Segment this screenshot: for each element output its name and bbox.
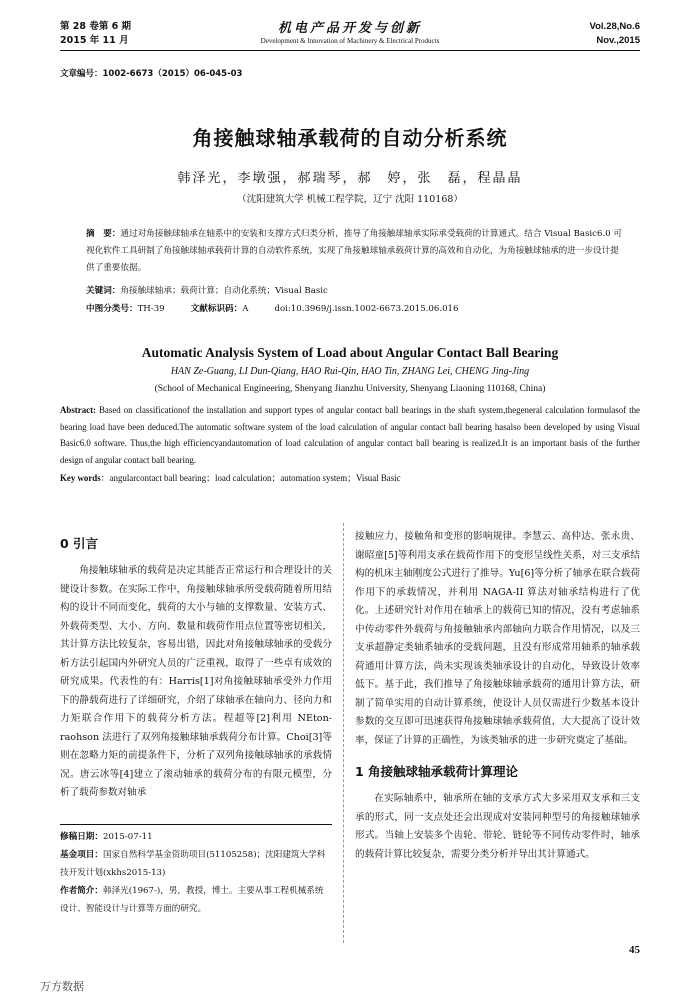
header-date-en: Nov.,2015 — [596, 35, 640, 46]
authors-zh: 韩泽光，李墩强，郝瑞琴，郝 婷，张 磊，程晶晶 — [177, 171, 523, 186]
fund-label: 基金项目： — [60, 850, 103, 860]
article-id: 文章编号：1002-6673（2015）06-045-03 — [60, 69, 243, 79]
footnote-received — [60, 828, 332, 846]
received-label: 修稿日期： — [60, 832, 103, 842]
abstract-zh — [86, 226, 626, 277]
header-volume-en: Vol.28,No.6 — [589, 21, 640, 32]
header-volume-zh: 第 28 卷第 6 期 — [60, 21, 132, 32]
author-bio-value: 韩泽光(1967-)，男，教授，博士。主要从事工程机械系统设计、智能设计与计算等方面的研究。 — [60, 886, 324, 914]
title-en: Automatic Analysis System of Load about Angular Contact Ball Bearing — [141, 345, 559, 360]
keywords-en — [60, 470, 640, 486]
title-zh: 角接触球轴承载荷的自动分析系统 — [192, 126, 508, 150]
section-1-heading: 1 角接触球轴承载荷计算理论 — [355, 764, 519, 779]
abstract-zh-label: 摘 要： — [86, 229, 121, 239]
keywords-zh-text: 角接触球轴承；载荷计算；自动化系统；Visual Basic — [120, 286, 328, 296]
authors-en: HAN Ze-Guang, LI Dun-Qiang, HAO Rui-Qin, HAO Tin, ZHANG Lei, CHENG Jing-Jing — [170, 366, 530, 377]
doi: doi:10.3969/j.issn.1002-6673.2015.06.016 — [274, 304, 459, 314]
footnote-author — [60, 882, 332, 918]
keywords-en-text: ：angularcontact ball bearing；load calculation；automation system；Visual Basic — [100, 473, 401, 483]
footnotes — [60, 828, 332, 918]
classification-line — [86, 301, 626, 318]
affiliation-zh: （沈阳建筑大学 机械工程学院，辽宁 沈阳 110168） — [237, 194, 463, 205]
footnote-fund — [60, 846, 332, 882]
right-column — [355, 528, 640, 864]
fund-value: 国家自然科学基金资助项目(51105258)；沈阳建筑大学科技开发计划(xkhs2015-13) — [60, 850, 326, 878]
header-date-zh: 2015 年 11 月 — [60, 35, 129, 46]
keywords-zh — [86, 283, 626, 300]
doc-code-value: A — [242, 304, 249, 314]
affiliation-en: (School of Mechanical Engineering, Shenyang Jianzhu University, Shenyang Liaoning 110168, China) — [154, 384, 546, 394]
page-number: 45 — [629, 944, 640, 956]
section-0 — [60, 534, 332, 803]
right-paragraph-continued: 接触应力、接触角和变形的影响规律。李慧云、高仲达、张永贵、谢昭童[5]等利用支承在载荷作用下的变形呈线性关系，对三支承结构的机床主轴刚度公式进行了推导。Yu[6]等分析了轴承在联合载荷作用下的承载情况，并利用 NAGA-II 算法对轴承结构进行了优化。上述研究针对作用在轴承上的载荷已知的情况，没有考虑轴系中传动零件外载荷与角接触轴承内部轴向力联合作用情况，以及三支承超静定类轴系轴承的受载问题，且没有形成常用轴系的轴承载荷通用计算方法，尚未实现该类轴承设计的自动化，导致设计效率低下。基于此，我们推导了角接触球轴承载荷的通用计算方法，研制了简单实用的自动计算系统，使设计人员仅需进行少数基本设计参数的交互即可迅速获得角接触球轴承载荷值，大大提高了设计效率，保证了计算的正确性，为该类轴承的进一步研究奠定了基础。 — [355, 531, 640, 746]
footnote-rule — [60, 824, 332, 825]
abstract-zh-text: 通过对角接触球轴承在轴系中的安装和支撑方式归类分析，推导了角接触球轴承实际承受载荷的计算通式。结合 Visual Basic6.0 可视化软件工具研制了角接触球轴承载荷计算的自动软件系统，实现了角接触球轴承载荷计算的高效和自动化，为角接触球轴承的进一步设计提供了重要依据。 — [86, 229, 622, 273]
section-0-heading: 0 引言 — [60, 536, 99, 551]
watermark: 万方数据 — [40, 980, 84, 993]
abstract-en-label: Abstract: — [60, 405, 96, 415]
header-rule — [60, 50, 640, 51]
doc-code-label: 文献标识码： — [190, 304, 243, 314]
journal-name-en: Development & Innovation of Machinery & Electrical Products — [260, 37, 440, 45]
author-bio-label: 作者简介： — [60, 886, 103, 896]
section-0-paragraph: 角接触球轴承的载荷是决定其能否正常运行和合理设计的关键设计参数。在实际工作中，角接触球轴承所受载荷随着所用结构的设计不同而变化，载荷的大小与轴的支撑数量、安装方式、外载荷类型、大小、方向、数量和载荷作用点位置等密切相关，其计算方法比较复杂，容易出错，因此对角接触球轴承的受载分析方法引起国内外研究人员的广泛重视，取得了一些卓有成效的研究成果。代表性的有：Harris[1]对角接触球轴承受外力作用下的静载荷进行了详细研究，介绍了球轴承在轴向力、径向力和力矩联合作用下的载荷分析方法。程超等[2]利用 NEton-raohson 法进行了双列角接触球轴承载荷分布计算。Choi[3]等则在忽略力矩的前提条件下，分析了双列角接触球轴承的承载情况。唐云冰等[4]建立了滚动轴承的载荷分布的有限元模型，分析了载荷参数对轴承 — [60, 565, 332, 798]
journal-name-zh: 机电产品开发与创新 — [277, 21, 422, 36]
header-volume-block — [60, 20, 131, 48]
journal-masthead — [180, 17, 520, 45]
clc-label: 中图分类号： — [86, 304, 138, 314]
keywords-zh-label: 关键词： — [86, 286, 121, 296]
section-1-paragraph: 在实际轴系中，轴承所在轴的支承方式大多采用双支承和三支承的形式，同一支点处还会出现成对安装同种型号的角接触球轴承形式。当轴上安装多个齿轮、带轮、链轮等不同传动零件时，轴承的载荷计算比较复杂，需要分类分析并导出其计算通式。 — [355, 793, 640, 860]
header-volume-en-block — [589, 20, 640, 48]
abstract-en-text: Based on classificationof the installation and support types of angular contact ball bearings in the shaft system,thegeneral calculation formulasof the bearing load have been deduced.The automatic software system of the load calculation of angular contact ball bearing hasalso been developed by using Visual Basic6.0 software. Thus,the high efficiencyandautomation of load calculation of angular contact ball bearing is realized.It is an important basis of the further design of angular contact ball bearing. — [60, 405, 641, 465]
clc-value: TH-39 — [137, 304, 165, 314]
abstract-en — [60, 402, 640, 468]
keywords-en-label: Key words — [60, 473, 101, 483]
received-value: 2015-07-11 — [102, 832, 153, 842]
column-divider — [343, 523, 344, 943]
